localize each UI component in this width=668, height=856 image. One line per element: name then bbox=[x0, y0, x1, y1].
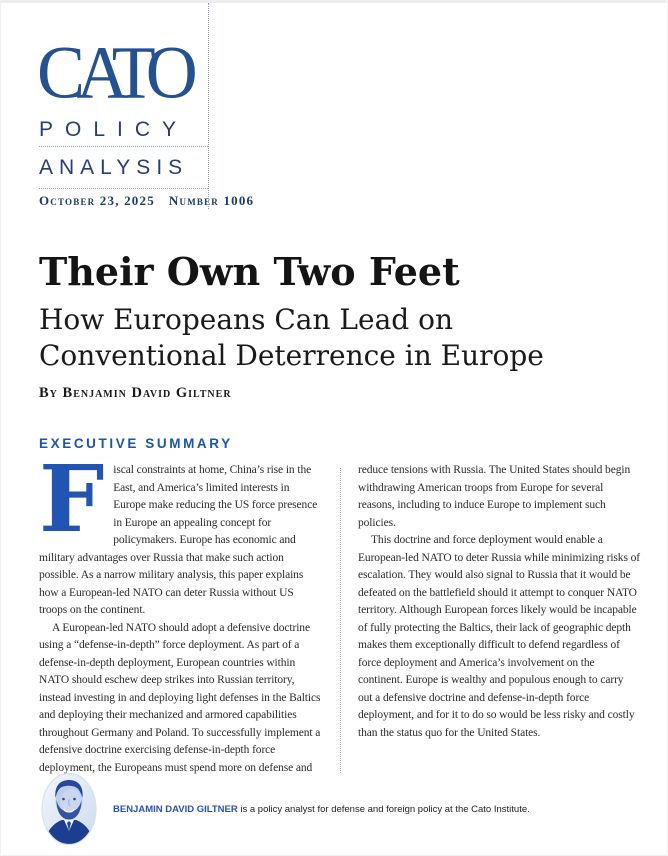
paragraph-text: iscal constraints at home, China’s rise in the East, and America’s limited interests in Europe make reducing the US force presence in Europe an appealing concept for policymakers. Europe has economic and military advantages over Russia that make such action possible. As a narrow military analysis, this paper explains how a European-led NATO can deter Russia without US troops on the continent. bbox=[39, 464, 318, 616]
title-block bbox=[39, 249, 639, 402]
issue-number: Number 1006 bbox=[168, 193, 255, 208]
issue-date: October 23, 2025 bbox=[39, 193, 155, 208]
masthead-policy-label: POLICY bbox=[39, 118, 189, 141]
page-title: Their Own Two Feet bbox=[39, 249, 460, 294]
column-divider-rule bbox=[340, 468, 341, 773]
summary-paragraph: A European-led NATO should adopt a defensive doctrine using a “defense-in-depth” force deployment. As part of a defense-in-depth deployment, European countries within NATO should eschew deep strikes into Russian territory, instead investing in and deploying light defenses in the Baltics and deploying their mechanized and armored capabilities throughout Germany and Poland. To successfully implement a defensive doctrine exercising defense-in-depth force deployment, the Europeans must spend more on defense and bbox=[39, 621, 321, 774]
issue-dateline bbox=[39, 193, 254, 208]
summary-column-right bbox=[358, 462, 640, 777]
masthead-analysis-label: ANALYSIS bbox=[39, 156, 189, 179]
author-name: BENJAMIN DAVID GILTNER bbox=[113, 803, 238, 815]
masthead-vertical-rule bbox=[208, 3, 209, 209]
author-bio-text: is a policy analyst for defense and foreign policy at the Cato Institute. bbox=[237, 803, 530, 815]
drop-cap: F bbox=[39, 445, 105, 553]
executive-summary-heading: EXECUTIVE SUMMARY bbox=[39, 436, 233, 451]
summary-paragraph bbox=[39, 445, 323, 620]
summary-columns bbox=[39, 445, 640, 777]
masthead-dotted-rule-bottom bbox=[39, 188, 208, 189]
page-subtitle: How Europeans Can Lead on Conventional Deterrence in Europe bbox=[39, 303, 544, 372]
summary-paragraph: This doctrine and force deployment would enable a European-led NATO to deter Russia while minimizing risks of escalation. They would also signal to Russia that it would be defeated on the battlefield should it attempt to conquer NATO territory. Although European forces likely would be incapable of fully protecting the Baltics, their lack of geographic depth makes them exceptionally difficult to defend regardless of force deployment and America’s involvement on the continent. Europe is wealthy and populous enough to carry out a defensive doctrine and defense-in-depth force deployment, and for it to do so would be less risky and costly than the status quo for the United States. bbox=[358, 534, 640, 739]
author-photo bbox=[41, 773, 97, 845]
masthead-dotted-rule-top bbox=[39, 146, 208, 147]
masthead bbox=[1, 3, 255, 209]
summary-column-left bbox=[39, 445, 323, 777]
byline: By Benjamin David Giltner bbox=[39, 385, 232, 401]
cato-logo: CATO bbox=[37, 30, 190, 115]
author-bio-line bbox=[113, 803, 530, 816]
author-footer bbox=[41, 773, 641, 845]
summary-paragraph: reduce tensions with Russia. The United States should begin withdrawing American troops from Europe for several reasons, including to induce Europe to implement such policies. bbox=[358, 464, 631, 529]
